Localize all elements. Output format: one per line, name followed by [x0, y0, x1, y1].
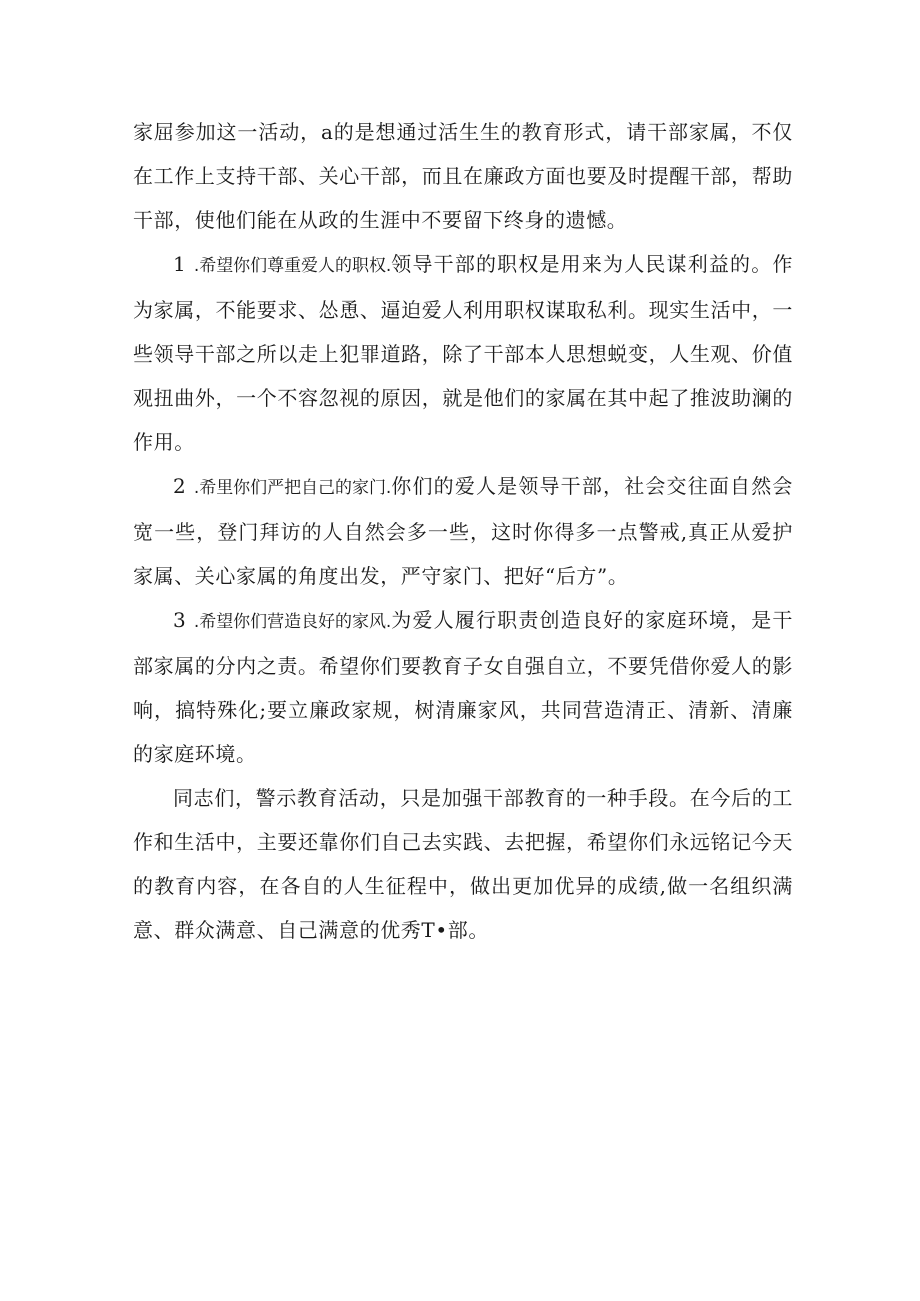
item-2-number: 2 [173, 474, 187, 498]
item-1-text: 领导干部的职权是用来为人民谋利益的。作为家属，不能要求、怂恿、逼迫爱人利用职权谋取私利。现实生活中，一些领导干部之所以走上犯罪道路，除了干部本人思想蜕变，人生观、价值观扭曲外，一个不容忽视的原因，就是他们的家属在其中起了推波助澜的作用。 [133, 252, 793, 454]
item-3-heading: .希望你们营造良好的家风. [193, 612, 391, 632]
numbered-item-3 [133, 598, 793, 776]
document-body [133, 110, 793, 952]
intro-text: 家屈参加这一活动，a的是想通过活生生的教育形式，请干部家属，不仅在工作上支持干部、关心干部，而且在廉政方面也要及时提醒干部，帮助干部，使他们能在从政的生涯中不要留下终身的遗憾。 [133, 120, 793, 232]
item-2-text: 你们的爱人是领导干部，社会交往面自然会宽一些，登门拜访的人自然会多一些，这时你得多一点警戒,真正从爱护家属、关心家属的角度出发，严守家门、把好“后方”。 [133, 474, 793, 588]
item-1-number: 1 [173, 252, 187, 276]
item-3-number: 3 [173, 608, 187, 632]
closing-paragraph [133, 776, 793, 952]
item-2-heading: .希里你们严把自己的家门. [193, 478, 391, 498]
numbered-item-1 [133, 242, 793, 464]
item-1-heading: .希望你们尊重爱人的职权. [193, 256, 391, 276]
numbered-item-2 [133, 464, 793, 598]
item-3-text: 为爱人履行职责创造良好的家庭环境，是干部家属的分内之责。希望你们要教育子女自强自立，不要凭借你爱人的影响，搞特殊化;要立廉政家规，树清廉家风，共同营造清正、清新、清廉的家庭环境。 [133, 608, 793, 766]
closing-text: 同志们，警示教育活动，只是加强干部教育的一种手段。在今后的工作和生活中，主要还靠你们自己去实践、去把握，希望你们永远铭记今天的教育内容，在各自的人生征程中，做出更加优异的成绩,做一名组织满意、群众满意、自己满意的优秀T•部。 [133, 786, 793, 942]
intro-paragraph [133, 110, 793, 242]
